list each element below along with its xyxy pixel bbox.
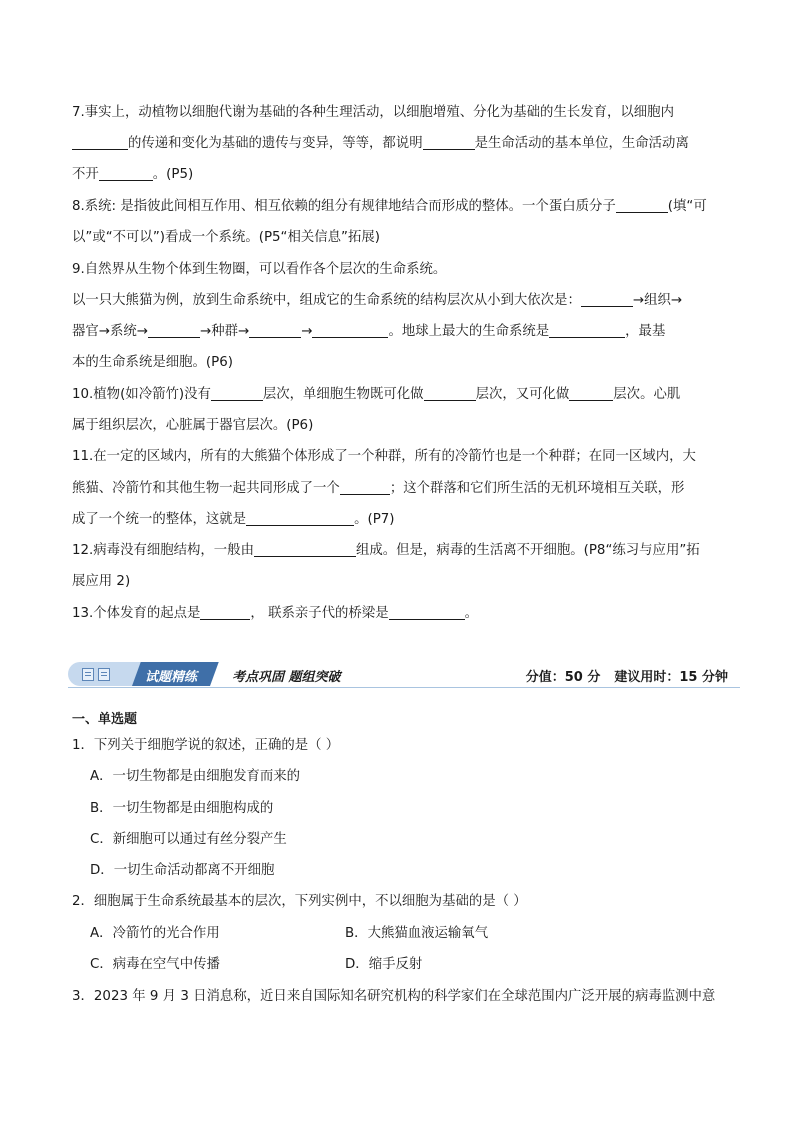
banner-divider: [68, 687, 740, 688]
item-10-line-2: 属于组织层次，心脏属于器官层次。(P6): [72, 418, 314, 433]
question-2-option-c[interactable]: C．病毒在空气中传播: [90, 957, 220, 972]
item-7-line-3: 不开 。(P5): [72, 159, 724, 190]
answer-blank[interactable]: [569, 384, 613, 401]
answer-blank[interactable]: [389, 603, 465, 620]
answer-blank[interactable]: [99, 164, 153, 181]
item-12-line-2: 展应用 2): [72, 574, 131, 589]
question-1-stem: 1．下列关于细胞学说的叙述，正确的是（ ）: [72, 738, 340, 753]
question-1-option-d[interactable]: D．一切生命活动都离不开细胞: [90, 863, 275, 878]
item-9-line-3: 器官→系统→ →种群→ → 。地球上最大的生命系统是 ，最基: [72, 316, 724, 347]
answer-blank[interactable]: [549, 321, 625, 338]
item-9-line-2: 以一只大熊猫为例，放到生命系统中，组成它的生命系统的结构层次从小到大依次是： →组织→: [72, 285, 724, 316]
item-13-line-1: 13.个体发育的起点是 ， 联系亲子代的桥梁是 。: [72, 598, 724, 629]
answer-blank[interactable]: [616, 196, 668, 213]
banner-tab-label: 试题精练: [144, 670, 197, 685]
item-9-line-4: 本的生命系统是细胞。(P6): [72, 355, 233, 370]
question-1-option-c[interactable]: C．新细胞可以通过有丝分裂产生: [90, 832, 287, 847]
document-icon: [82, 668, 94, 681]
answer-blank[interactable]: [72, 133, 128, 150]
banner-subtitle: 考点巩固 题组突破: [232, 670, 341, 685]
item-7-line-2: 的传递和变化为基础的遗传与变异，等等，都说明 是生命活动的基本单位，生命活动离: [72, 128, 724, 159]
answer-blank[interactable]: [423, 133, 475, 150]
section-title: 一、单选题: [72, 712, 138, 727]
answer-blank[interactable]: [312, 321, 388, 338]
item-9-line-1: 9.自然界从生物个体到生物圈，可以看作各个层次的生命系统。: [72, 262, 447, 277]
question-2-option-d[interactable]: D．缩手反射: [345, 957, 423, 972]
answer-blank[interactable]: [148, 321, 200, 338]
question-2-option-a[interactable]: A．冷箭竹的光合作用: [90, 926, 220, 941]
question-2-stem: 2．细胞属于生命系统最基本的层次，下列实例中，不以细胞为基础的是（ ）: [72, 894, 527, 909]
answer-blank[interactable]: [246, 509, 354, 526]
answer-blank[interactable]: [249, 321, 301, 338]
score-text: 分值：50 分: [525, 670, 601, 685]
question-3-stem: 3．2023 年 9 月 3 日消息称，近日来自国际知名研究机构的科学家们在全球范围内广泛开展的病毒监测中意: [72, 989, 716, 1004]
question-1-option-a[interactable]: A．一切生物都是由细胞发育而来的: [90, 769, 301, 784]
question-2-option-b[interactable]: B．大熊猫血液运输氧气: [345, 926, 489, 941]
time-text: 建议用时：15 分钟: [614, 670, 728, 685]
answer-blank[interactable]: [211, 384, 263, 401]
answer-blank[interactable]: [340, 478, 390, 495]
item-10-line-1: 10.植物(如冷箭竹)没有 层次，单细胞生物既可化做 层次，又可化做 层次。心肌: [72, 379, 724, 410]
item-11-line-1: 11.在一定的区域内，所有的大熊猫个体形成了一个种群，所有的冷箭竹也是一个种群；在同一区域内，大: [72, 449, 696, 464]
question-1-option-b[interactable]: B．一切生物都是由细胞构成的: [90, 801, 274, 816]
practice-banner: [68, 660, 740, 690]
answer-blank[interactable]: [581, 290, 633, 307]
document-icon: [98, 668, 110, 681]
item-7-line-1: 7.事实上，动植物以细胞代谢为基础的各种生理活动，以细胞增殖、分化为基础的生长发育，以细胞内: [72, 105, 674, 120]
item-11-line-2: 熊猫、冷箭竹和其他生物一起共同形成了一个 ；这个群落和它们所生活的无机环境相互关联，形: [72, 473, 724, 504]
item-8-line-2: 以”或“不可以”)看成一个系统。(P5“相关信息”拓展): [72, 230, 380, 245]
item-8-line-1: 8.系统: 是指彼此间相互作用、相互依赖的组分有规律地结合而形成的整体。一个蛋白质分子 (填“可: [72, 191, 724, 222]
answer-blank[interactable]: [254, 540, 356, 557]
banner-score-time: [526, 666, 728, 685]
answer-blank[interactable]: [424, 384, 476, 401]
item-12-line-1: 12.病毒没有细胞结构，一般由 组成。但是，病毒的生活离不开细胞。(P8“练习与应用”拓: [72, 535, 724, 566]
item-11-line-3: 成了一个统一的整体，这就是 。(P7): [72, 504, 724, 535]
answer-blank[interactable]: [200, 603, 250, 620]
